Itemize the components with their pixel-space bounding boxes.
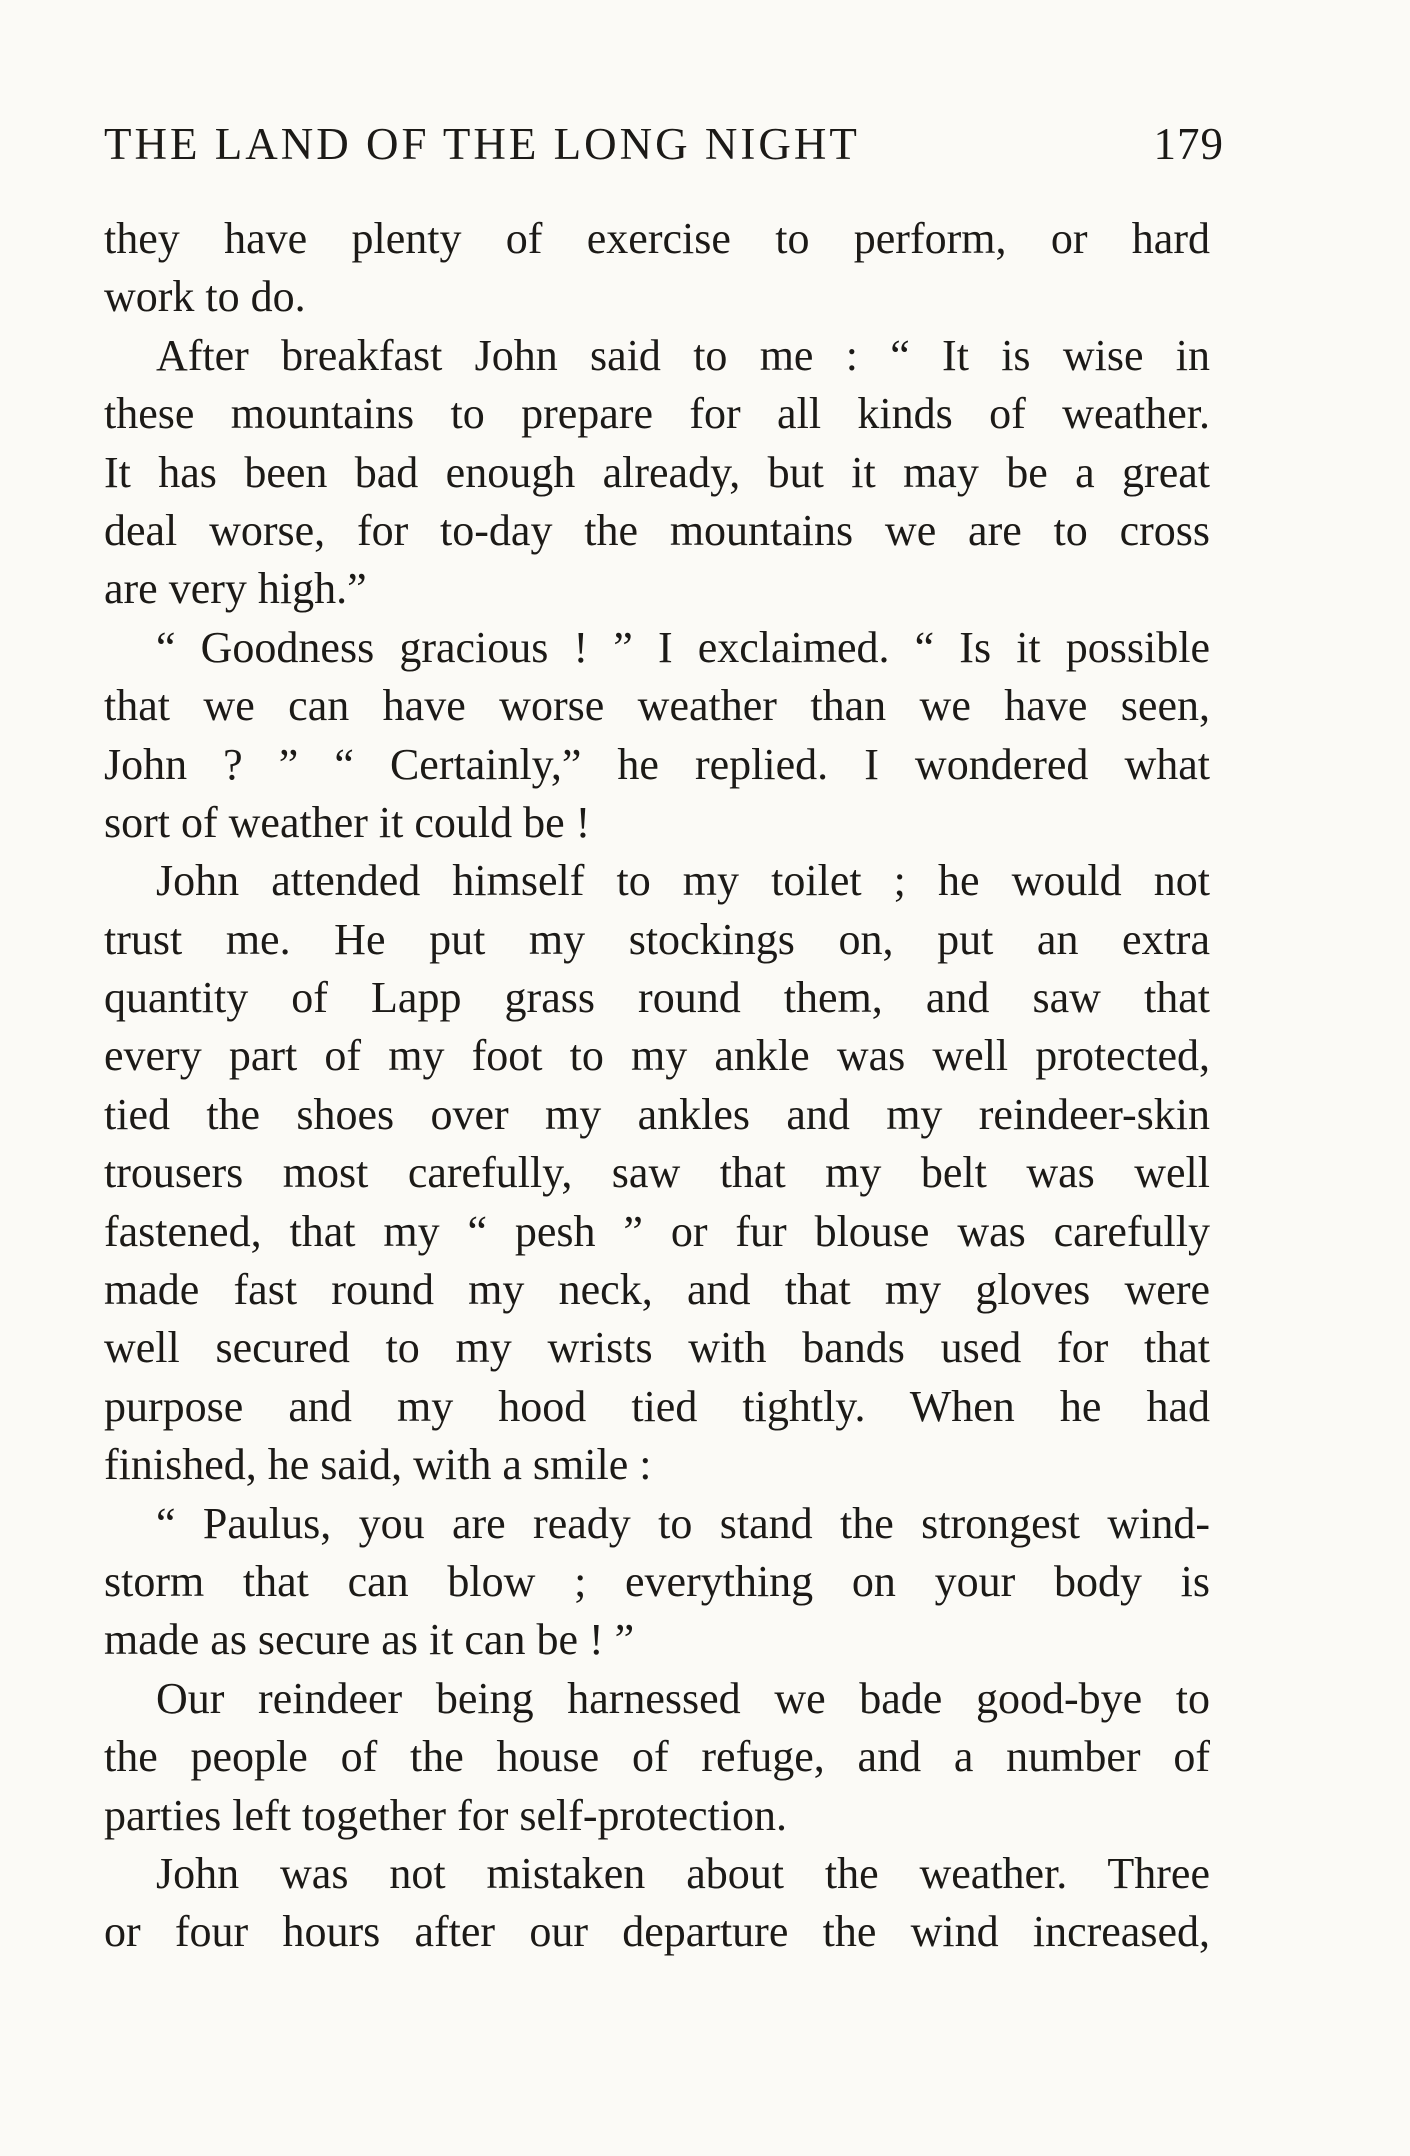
text-line: these mountains to prepare for all kinds of weather. xyxy=(104,389,1210,439)
text-line: parties left together for self-protection. xyxy=(104,1790,787,1840)
paragraph-start-line: John attended himself to my toilet ; he would not xyxy=(156,856,1210,906)
text-line: every part of my foot to my ankle was well protected, xyxy=(104,1031,1210,1081)
paragraph-start-line: After breakfast John said to me : “ It is wise in xyxy=(156,330,1210,380)
text-line: sort of weather it could be ! xyxy=(104,797,591,847)
text-line: It has been bad enough already, but it may be a great xyxy=(104,447,1210,497)
text-line: deal worse, for to-day the mountains we are to cross xyxy=(104,505,1210,555)
text-line: tied the shoes over my ankles and my reindeer-skin xyxy=(104,1089,1210,1139)
text-line: made fast round my neck, and that my gloves were xyxy=(104,1265,1210,1315)
paragraph-start-line: Our reindeer being harnessed we bade good-bye to xyxy=(156,1673,1210,1723)
text-line: well secured to my wrists with bands used for that xyxy=(104,1323,1210,1373)
text-line: purpose and my hood tied tightly. When he had xyxy=(104,1381,1210,1431)
text-line: trust me. He put my stockings on, put an extra xyxy=(104,914,1210,964)
text-line: fastened, that my “ pesh ” or fur blouse was carefully xyxy=(104,1206,1210,1256)
running-header xyxy=(104,118,1224,178)
text-line: or four hours after our departure the wind increased, xyxy=(104,1907,1210,1957)
text-line: that we can have worse weather than we have seen, xyxy=(104,681,1210,731)
page-number: 179 xyxy=(1153,119,1224,169)
paragraph-start-line: John was not mistaken about the weather. Three xyxy=(156,1848,1210,1898)
paragraph-start-line: “ Paulus, you are ready to stand the strongest wind- xyxy=(156,1498,1210,1548)
body-text xyxy=(104,210,1210,1962)
paragraph-start-line: “ Goodness gracious ! ” I exclaimed. “ Is it possible xyxy=(156,622,1210,672)
text-line: are very high.” xyxy=(104,564,367,614)
text-line: work to do. xyxy=(104,272,306,322)
text-line: finished, he said, with a smile : xyxy=(104,1440,652,1490)
text-line: made as secure as it can be ! ” xyxy=(104,1615,635,1665)
text-line: trousers most carefully, saw that my belt was well xyxy=(104,1148,1210,1198)
text-line: storm that can blow ; everything on your body is xyxy=(104,1556,1210,1606)
text-line: they have plenty of exercise to perform, or hard xyxy=(104,214,1210,263)
text-line: John ? ” “ Certainly,” he replied. I wondered what xyxy=(104,739,1210,789)
running-title: THE LAND OF THE LONG NIGHT xyxy=(104,119,860,169)
text-line: the people of the house of refuge, and a number of xyxy=(104,1732,1210,1782)
text-line: quantity of Lapp grass round them, and saw that xyxy=(104,973,1210,1023)
